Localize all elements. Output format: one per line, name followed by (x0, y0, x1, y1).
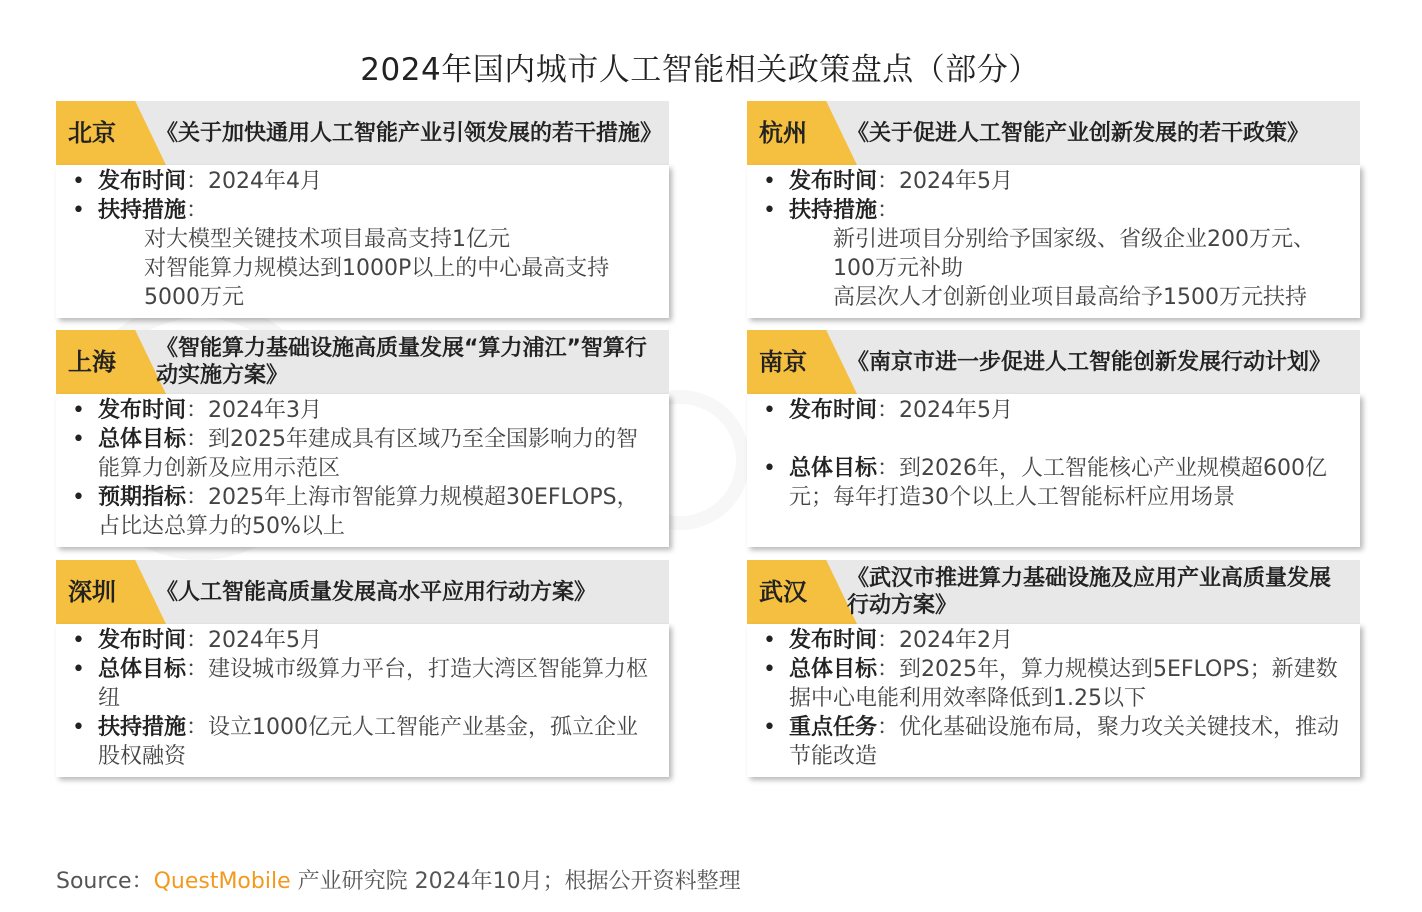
policy-card-nanjing (747, 330, 1360, 547)
page-title: 2024年国内城市人工智能相关政策盘点（部分） (360, 52, 1040, 88)
bullet-overall-goal: • 总体目标：到2025年建成具有区域乃至全国影响力的智能算力创新及应用示范区 (70, 425, 655, 483)
card-body (56, 394, 669, 547)
bullet-key-tasks: • 重点任务：优化基础设施布局，聚力攻关关键技术，推动节能改造 (761, 713, 1346, 771)
policy-title: 《关于促进人工智能产业创新发展的若干政策》 (847, 120, 1310, 146)
bullet-release-date: • 发布时间：2024年5月 (761, 396, 1346, 425)
policy-title: 《人工智能高质量发展高水平应用行动方案》 (156, 579, 597, 605)
card-body (747, 394, 1360, 547)
sub-item: 对大模型关键技术项目最高支持1亿元 (144, 227, 510, 252)
bullet-overall-goal: • 总体目标：建设城市级算力平台，打造大湾区智能算力枢纽 (70, 655, 655, 713)
policy-card-shanghai (56, 330, 669, 547)
brand-name: QuestMobile (153, 869, 291, 894)
policy-card-hangzhou (747, 101, 1360, 318)
bullet-expected-indicator: • 预期指标：2025年上海市智能算力规模超30EFLOPS，占比达总算力的50%以上 (70, 483, 655, 541)
source-label: Source： (56, 869, 154, 894)
bullet-overall-goal: • 总体目标：到2025年，算力规模达到5EFLOPS；新建数据中心电能利用效率降低到1.25以下 (761, 655, 1346, 713)
card-header (56, 101, 669, 165)
card-body (747, 624, 1360, 777)
source-note (56, 864, 741, 895)
bullet-support: • 扶持措施： (70, 196, 655, 225)
card-header (747, 560, 1360, 624)
bullet-support: • 扶持措施： (761, 196, 1346, 225)
card-header (747, 101, 1360, 165)
city-name: 北京 (68, 119, 116, 147)
card-body (56, 624, 669, 777)
card-header (56, 560, 669, 624)
sub-item: 高层次人才创新创业项目最高给予1500万元扶持 (833, 285, 1307, 310)
source-text: 产业研究院 2024年10月；根据公开资料整理 (290, 869, 741, 894)
sub-item: 新引进项目分别给予国家级、省级企业200万元、100万元补助 (833, 227, 1315, 281)
city-name: 南京 (759, 348, 807, 376)
policy-card-beijing (56, 101, 669, 318)
policy-title: 《智能算力基础设施高质量发展“算力浦江”智算行动实施方案》 (156, 336, 647, 388)
card-header (747, 330, 1360, 394)
spacer (761, 425, 1346, 454)
city-name: 杭州 (759, 119, 807, 147)
bullet-release-date: • 发布时间：2024年2月 (761, 626, 1346, 655)
city-name: 深圳 (68, 578, 116, 606)
policy-title: 《南京市进一步促进人工智能创新发展行动计划》 (847, 349, 1332, 375)
bullet-release-date: • 发布时间：2024年4月 (70, 167, 655, 196)
bullet-release-date: • 发布时间：2024年5月 (761, 167, 1346, 196)
city-name: 武汉 (759, 578, 807, 606)
policy-title: 《关于加快通用人工智能产业引领发展的若干措施》 (156, 120, 663, 146)
bullet-release-date: • 发布时间：2024年5月 (70, 626, 655, 655)
sub-item: 对智能算力规模达到1000P以上的中心最高支持5000万元 (144, 256, 610, 310)
card-body (56, 165, 669, 318)
policy-card-shenzhen (56, 560, 669, 777)
bullet-release-date: • 发布时间：2024年3月 (70, 396, 655, 425)
card-header (56, 330, 669, 394)
bullet-overall-goal: • 总体目标：到2026年，人工智能核心产业规模超600亿元；每年打造30个以上人工智能标杆应用场景 (761, 454, 1346, 512)
policy-title: 《武汉市推进算力基础设施及应用产业高质量发展行动方案》 (847, 566, 1332, 618)
card-body (747, 165, 1360, 318)
policy-card-wuhan (747, 560, 1360, 777)
city-name: 上海 (68, 348, 116, 376)
bullet-support: • 扶持措施：设立1000亿元人工智能产业基金，孤立企业股权融资 (70, 713, 655, 771)
